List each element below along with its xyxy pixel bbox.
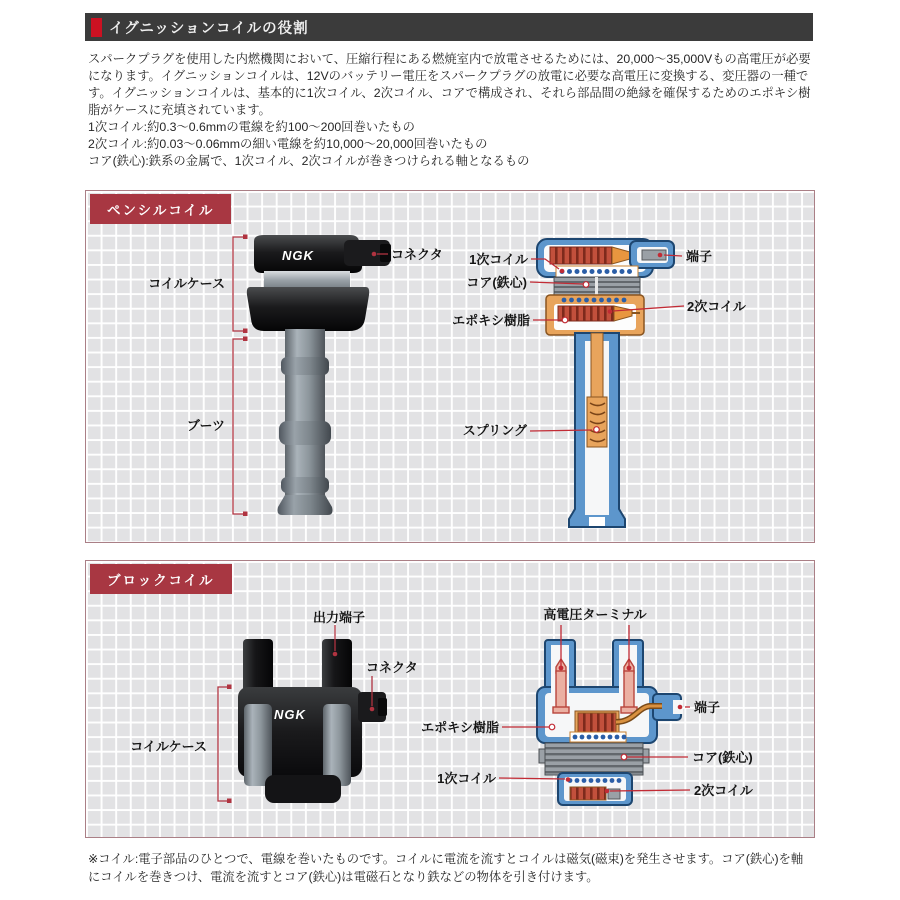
- label-coil-case: コイルケース: [130, 739, 207, 754]
- pencil-coil-photo: [247, 235, 391, 515]
- label-coil-case: コイルケース: [148, 276, 225, 291]
- section-heading-pencil: ペンシルコイル: [90, 194, 231, 224]
- label-spring: スプリング: [462, 423, 527, 438]
- ignition-winding: [550, 247, 612, 264]
- bottom-secondary-winding: [570, 787, 606, 800]
- page-title-bar: [85, 13, 813, 41]
- core-block: [545, 743, 643, 775]
- center-rod: [591, 333, 603, 397]
- coil-ring: [264, 271, 350, 289]
- label-terminal: 端子: [686, 249, 713, 264]
- left-boot: [244, 704, 272, 786]
- brand-logo: NGK: [274, 707, 306, 722]
- intro-text-block: [88, 51, 815, 170]
- label-output-terminal: 出力端子: [312, 610, 366, 625]
- label-epoxy: エポキシ樹脂: [452, 313, 530, 328]
- pencil-coil-figure: [86, 191, 814, 542]
- section-heading-block: ブロックコイル: [90, 564, 232, 594]
- label-core: コア(鉄心): [692, 750, 753, 765]
- secondary-winding: [578, 713, 616, 733]
- spec-line-secondary: 2次コイル:約0.03〜0.06mmの細い電線を約10,000〜20,000回巻いたもの: [88, 137, 488, 151]
- coil-flange: [247, 287, 369, 331]
- label-boot: ブーツ: [186, 418, 225, 433]
- footnote: ※コイル:電子部品のひとつで、電線を巻いたものです。コイルに電流を流すとコイルは磁気(磁束)を発生させます。コア(鉄心)を軸にコイルを巻きつけ、電流を流すとコア(鉄心)は電磁石となり鉄などの物体を引き付けます。: [88, 852, 804, 884]
- bottom-tab: [265, 775, 341, 803]
- spec-line-core: コア(鉄心):鉄系の金属で、1次コイル、2次コイルが巻きつけられる軸となるもの: [88, 154, 530, 168]
- label-secondary-coil: 2次コイル: [687, 299, 746, 314]
- label-primary-coil: 1次コイル: [469, 252, 528, 267]
- label-connector: コネクタ: [391, 247, 443, 262]
- label-terminal: 端子: [694, 700, 721, 715]
- label-connector: コネクタ: [366, 660, 418, 675]
- section-block-coil: [85, 560, 815, 838]
- pencil-cross-section: [537, 239, 674, 527]
- spec-line-primary: 1次コイル:約0.3〜0.6mmの電線を約100〜200回巻いたもの: [88, 120, 415, 134]
- intro-paragraph: スパークプラグを使用した内燃機関において、圧縮行程にある燃焼室内で放電させるためには、20,000〜35,000Vもの高電圧が必要になります。イグニッションコイルは、12Vのバッテリー電圧をスパークプラグの放電に必要な高電圧に変換する、変圧器の一種です。イグニッションコイルは、基本的に1次コイル、2次コイル、コアで構成され、それら部品間の絶縁を確保するためのエポキシ樹脂がケースに充填されています。: [88, 52, 811, 117]
- label-primary-coil: 1次コイル: [437, 771, 496, 786]
- block-coil-figure: [86, 561, 814, 837]
- section-pencil-coil: [85, 190, 815, 543]
- brand-logo: NGK: [282, 248, 314, 263]
- red-accent-block: [91, 18, 102, 37]
- label-epoxy: エポキシ樹脂: [421, 720, 499, 735]
- right-boot: [323, 704, 351, 786]
- page-title: イグニッションコイルの役割: [109, 20, 309, 37]
- label-hv-terminal: 高電圧ターミナル: [543, 607, 647, 622]
- terminal-pin: [642, 250, 666, 260]
- block-cross-section: [537, 640, 683, 805]
- label-secondary-coil: 2次コイル: [694, 783, 753, 798]
- label-core: コア(鉄心): [466, 275, 527, 290]
- block-coil-photo: [238, 639, 387, 803]
